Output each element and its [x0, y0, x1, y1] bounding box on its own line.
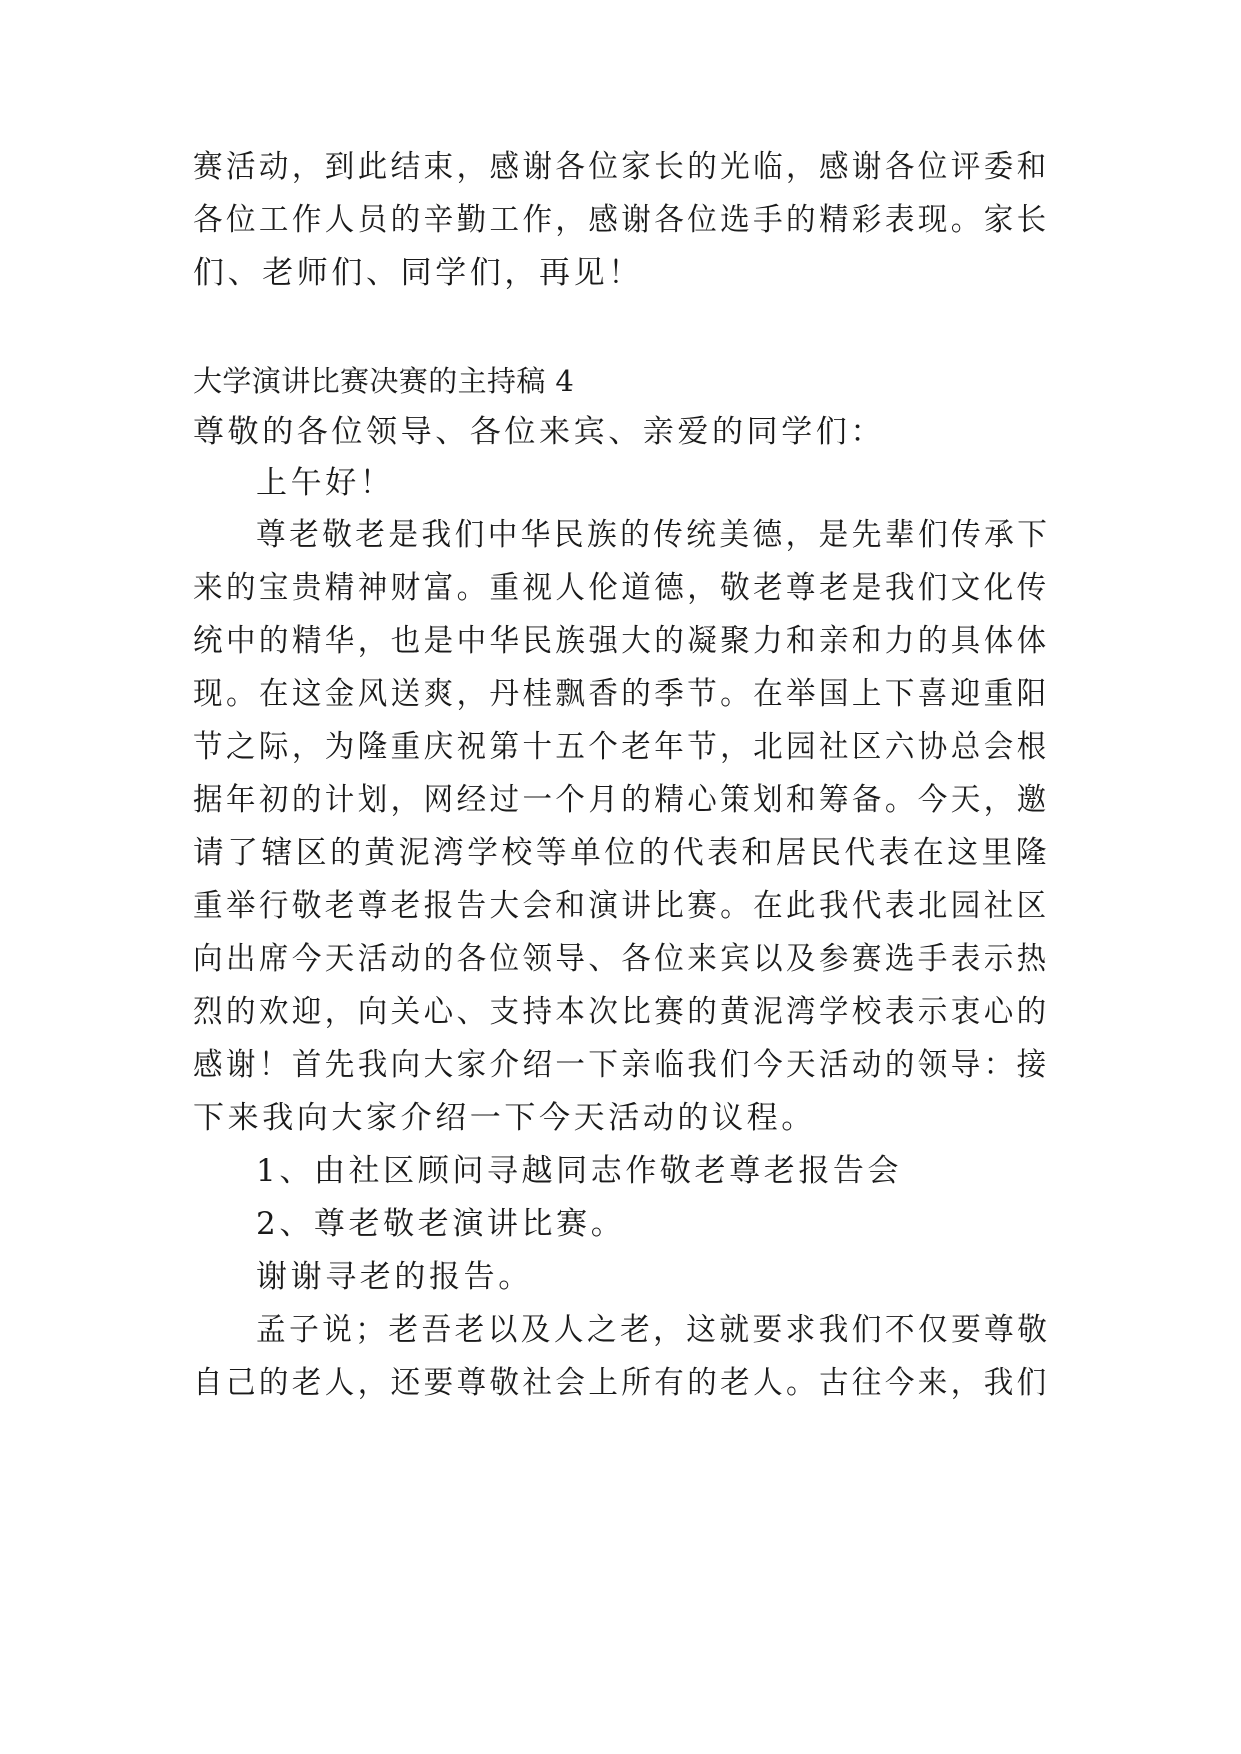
greeting: 上午好！ — [256, 465, 395, 501]
paragraph-1-line-12: 下来我向大家介绍一下今天活动的议程。 — [193, 1100, 816, 1136]
prev-paragraph-line-1: 赛活动，到此结束，感谢各位家长的光临，感谢各位评委和 — [193, 149, 1050, 185]
paragraph-1-line-10: 烈的欢迎，向关心、支持本次比赛的黄泥湾学校表示衷心的 — [193, 994, 1050, 1030]
paragraph-1-line-9: 向出席今天活动的各位领导、各位来宾以及参赛选手表示热 — [193, 941, 1050, 977]
paragraph-1-line-1: 尊老敬老是我们中华民族的传统美德，是先辈们传承下 — [256, 517, 1051, 553]
prev-paragraph-line-2: 各位工作人员的辛勤工作，感谢各位选手的精彩表现。家长 — [193, 202, 1050, 238]
paragraph-1-line-5: 节之际，为隆重庆祝第十五个老年节，北园社区六协总会根 — [193, 729, 1050, 765]
agenda-item-2: 2、尊老敬老演讲比赛。 — [256, 1206, 626, 1242]
paragraph-2-line-1: 孟子说；老吾老以及人之老，这就要求我们不仅要尊敬 — [256, 1312, 1051, 1348]
paragraph-1-line-8: 重举行敬老尊老报告大会和演讲比赛。在此我代表北园社区 — [193, 888, 1050, 924]
paragraph-1-line-6: 据年初的计划，网经过一个月的精心策划和筹备。今天，邀 — [193, 782, 1050, 818]
paragraph-1-line-3: 统中的精华，也是中华民族强大的凝聚力和亲和力的具体体 — [193, 623, 1050, 659]
paragraph-1-line-4: 现。在这金风送爽，丹桂飘香的季节。在举国上下喜迎重阳 — [193, 676, 1050, 712]
paragraph-1-line-2: 来的宝贵精神财富。重视人伦道德，敬老尊老是我们文化传 — [193, 570, 1050, 606]
prev-paragraph-line-3: 们、老师们、同学们，再见！ — [193, 255, 643, 291]
salutation: 尊敬的各位领导、各位来宾、亲爱的同学们： — [193, 414, 885, 450]
section-title: 大学演讲比赛决赛的主持稿 4 — [193, 364, 575, 398]
agenda-item-1: 1、由社区顾问寻越同志作敬老尊老报告会 — [256, 1153, 903, 1189]
paragraph-1-line-7: 请了辖区的黄泥湾学校等单位的代表和居民代表在这里隆 — [193, 835, 1051, 871]
paragraph-1-line-11: 感谢！首先我向大家介绍一下亲临我们今天活动的领导：接 — [193, 1047, 1050, 1083]
thanks-line: 谢谢寻老的报告。 — [256, 1259, 533, 1295]
paragraph-2-line-2: 自己的老人，还要尊敬社会上所有的老人。古往今来，我们 — [193, 1365, 1050, 1401]
